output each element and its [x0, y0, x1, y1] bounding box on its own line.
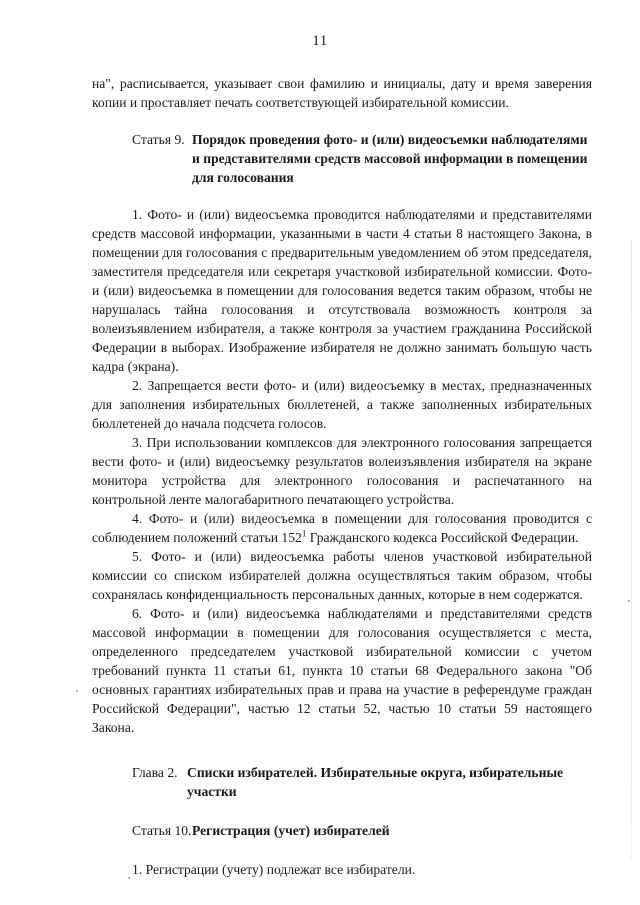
scan-speck — [128, 877, 130, 879]
chapter-2-label: Глава 2. — [132, 765, 178, 780]
article-9-heading — [132, 130, 592, 187]
chapter-2-title: Списки избирателей. Избирательные округа, избирательные участки — [187, 765, 564, 799]
article-9-paragraph-5: 5. Фото- и (или) видеосъемка работы членов участковой избирательной комиссии со списком избирателей должна осуществляться таким образом, чтобы сохранялась конфиденциальность персональных данных, которые в нем содержатся. — [92, 549, 592, 602]
article-9-paragraph-4-text-end: Гражданского кодекса Российской Федерации. — [306, 530, 579, 545]
scan-speck — [76, 690, 78, 692]
article-10-paragraph-1: 1. Регистрации (учету) подлежат все избиратели. — [132, 862, 416, 877]
article-9-title: Порядок проведения фото- и (или) видеосъемки наблюдателями и представителями средств массовой информации в помещении для голосования — [192, 132, 588, 185]
article-9-paragraph-3: 3. При использовании комплексов для электронного голосования запрещается вести фото- и (или) видеосъемку результатов волеизъявления избирателя на экране монитора устройства для электронного голосования и распечатанного на контрольной ленте малогабаритного печатающего устройства. — [92, 435, 592, 507]
article-9-paragraph-4 — [92, 509, 592, 547]
page-content — [92, 74, 592, 879]
chapter-2-heading — [132, 763, 592, 801]
article-9-paragraph-4-text: 4. Фото- и (или) видеосъемка в помещении для голосования проводится с соблюдением положений статьи 152 — [92, 511, 592, 545]
article-9-paragraph-4-superscript: 1 — [301, 528, 307, 539]
article-9-label: Статья 9. — [132, 132, 185, 147]
continuation-paragraph: на", расписывается, указывает свои фамилию и инициалы, дату и время заверения копии и проставляет печать соответствующей избирательной комиссии. — [92, 76, 592, 110]
scan-edge-line — [631, 240, 632, 860]
article-10-label: Статья 10. — [132, 823, 192, 838]
article-9-paragraph-1: 1. Фото- и (или) видеосъемка проводится наблюдателями и представителями средств массовой информации, указанными в части 4 статьи 8 настоящего Закона, в помещении для голосования с предварительным уведомлением об этом председателя, заместителя председателя или секретаря участковой избирательной комиссии. Фото- и (или) видеосъемка в помещении для голосования ведется таким образом, чтобы не нарушалась тайна голосования и отсутствовала возможность контроля за волеизъявлением избирателя, а также контроля за участием гражданина Российской Федерации в выборах. Изображение избирателя не должно занимать большую часть кадра (экрана). — [92, 207, 592, 374]
article-10-heading — [132, 821, 592, 840]
article-9-paragraph-2: 2. Запрещается вести фото- и (или) видеосъемку в местах, предназначенных для заполнения избирательных бюллетеней, а также заполненных избирательных бюллетеней до начала подсчета голосов. — [92, 378, 592, 431]
page-number: 11 — [312, 33, 328, 49]
article-9-paragraph-6: 6. Фото- и (или) видеосъемка наблюдателями и представителями средств массовой информации в помещении для голосования осуществляется с места, определенного председателем участковой избирательной комиссии с учетом требований пункта 11 статьи 61, пункта 10 статьи 68 Федерального закона "Об основных гарантиях избирательных прав и права на участие в референдуме граждан Российской Федерации", частью 12 статьи 52, частью 10 статьи 59 настоящего Закона. — [92, 606, 592, 735]
article-10-title: Регистрация (учет) избирателей — [192, 823, 390, 838]
scan-speck — [628, 600, 630, 602]
